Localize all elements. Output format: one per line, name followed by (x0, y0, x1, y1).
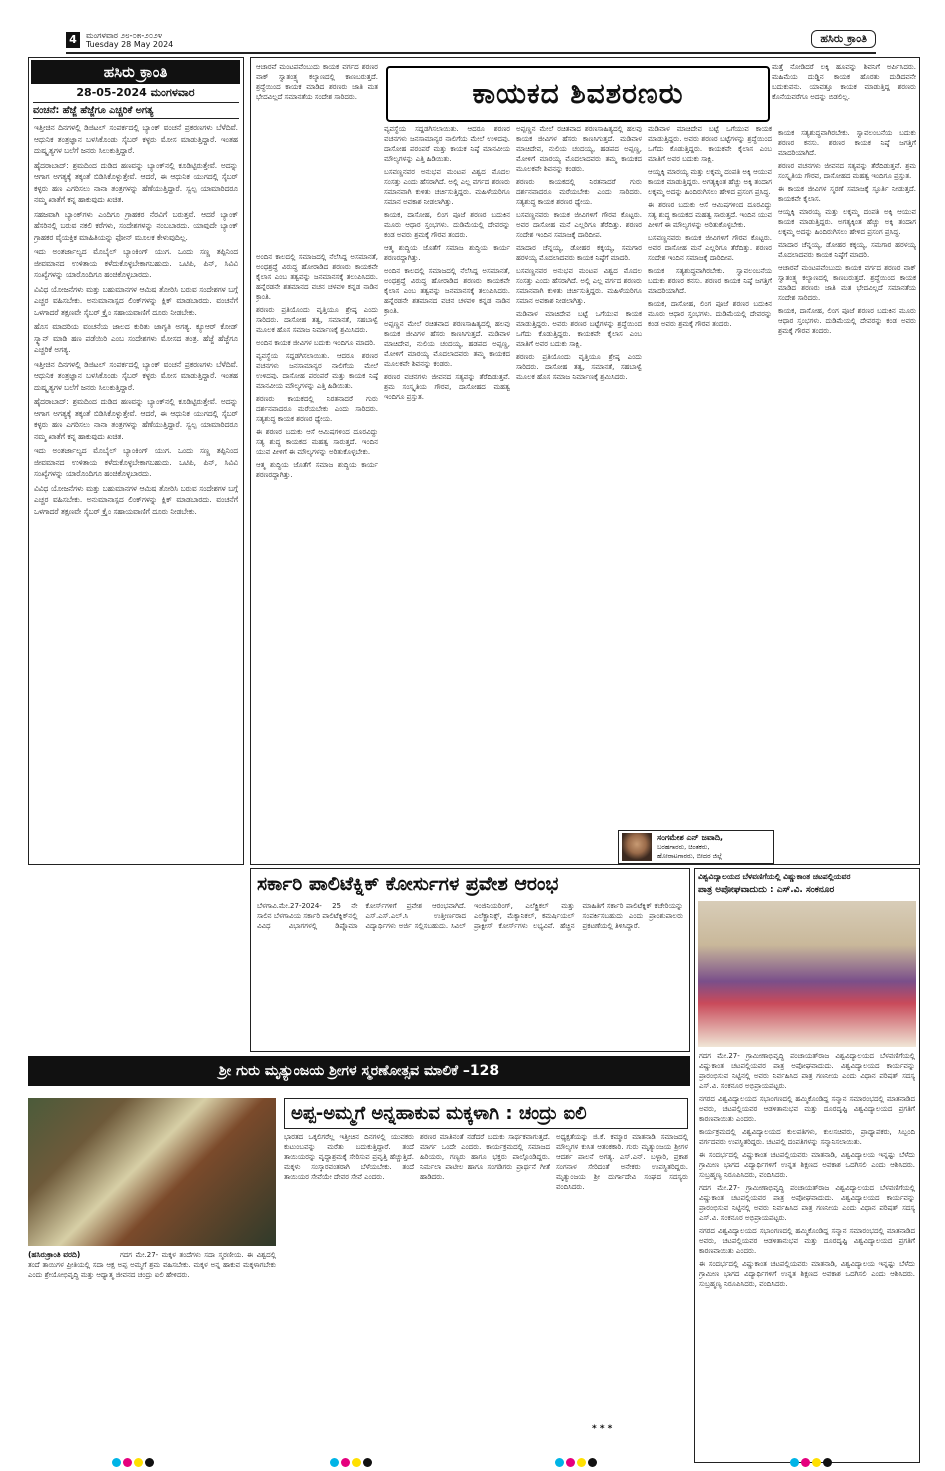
registration-dots-mid2 (555, 1452, 599, 1471)
feature-para: ಮಾದಾರ ಚೆನ್ನಯ್ಯ, ಡೋಹರ ಕಕ್ಕಯ್ಯ, ಸಮಗಾರ ಹರಳಯ್ಯ ಮೊದಲಾದವರು ಕಾಯಕ ನಿಷ್ಠೆಗೆ ಮಾದರಿ. (778, 241, 916, 259)
editorial-para: ವಿವಿಧ ಯೋಜನೆಗಳು ಮತ್ತು ಬಹುಮಾನಗಳ ಆಮಿಷ ತೋರಿಸಿ ಬರುವ ಸಂದೇಶಗಳ ಬಗ್ಗೆ ಎಚ್ಚರ ವಹಿಸಬೇಕು. ಅನುಮಾನಾಸ್ಪದ ಲಿಂಕ್‌ಗಳನ್ನು ಕ್ಲಿಕ್ ಮಾಡಬಾರದು. ವಂಚನೆಗೆ ಒಳಗಾದರೆ ತಕ್ಷಣವೇ ಸೈಬರ್ ಕ್ರೈಂ ಸಹಾಯವಾಣಿಗೆ ದೂರು ನೀಡಬೇಕು. (34, 284, 238, 317)
feature-para: ಬಸವಣ್ಣನವರ ಅನುಭವ ಮಂಟಪ ವಿಶ್ವದ ಮೊದಲ ಸಂಸತ್ತು ಎಂದು ಹೆಸರಾಗಿದೆ. ಅಲ್ಲಿ ಎಲ್ಲ ವರ್ಗದ ಶರಣರು ಸಮಾನವಾಗಿ ಕುಳಿತು ಚರ್ಚಿಸುತ್ತಿದ್ದರು. ಮಹಿಳೆಯರಿಗೂ ಸಮಾನ ಅವಕಾಶ ನೀಡಲಾಗಿತ್ತು. (516, 267, 642, 305)
feature-col5 (778, 128, 916, 860)
feature-para: ಆಯ್ದಕ್ಕಿ ಮಾರಯ್ಯ ಮತ್ತು ಲಕ್ಕಮ್ಮ ದಂಪತಿ ಅಕ್ಕಿ ಆಯುವ ಕಾಯಕ ಮಾಡುತ್ತಿದ್ದರು. ಅಗತ್ಯಕ್ಕಿಂತ ಹೆಚ್ಚು ಅಕ್ಕಿ ತಂದಾಗ ಲಕ್ಕಮ್ಮ ಅದನ್ನು ಹಿಂದಿರುಗಿಸಲು ಹೇಳಿದ ಪ್ರಸಂಗ ಪ್ರಸಿದ್ಧ. (648, 168, 772, 196)
masthead-text: ಹಸಿರು ಕ್ರಾಂತಿ (103, 63, 168, 81)
feature-para: ಮಾದಾರ ಚೆನ್ನಯ್ಯ, ಡೋಹರ ಕಕ್ಕಯ್ಯ, ಸಮಗಾರ ಹರಳಯ್ಯ ಮೊದಲಾದವರು ಕಾಯಕ ನಿಷ್ಠೆಗೆ ಮಾದರಿ. (516, 244, 642, 262)
feature-para: ಶರಣರು ಕಾಯಕದಲ್ಲಿ ನಿರತನಾದರೆ ಗುರು ದರ್ಶನವಾದರೂ ಮರೆಯಬೇಕು ಎಂದು ಸಾರಿದರು. ಸತ್ಯಶುದ್ಧ ಕಾಯಕ ಶರಣರ ಧ್ಯೇಯ. (256, 395, 378, 423)
polytechnic-body: ಬೆಳಗಾವಿ.ಮೇ.27-2024- 25 ನೇ ಸಾಲಿನ ಬೆಳಗಾವಿಯ ಸರ್ಕಾರಿ ಪಾಲಿಟೆಕ್ನಿಕ್‌ನಲ್ಲಿ ವಿವಿಧ ವಿಭಾಗಗಳಲ್ಲಿ ಡಿಪ್ಲೊಮಾ ಕೋರ್ಸ್‌ಗಳಿಗೆ ಪ್ರವೇಶ ಆರಂಭವಾಗಿದೆ. ಎಸ್.ಎಸ್.ಎಲ್.ಸಿ ಉತ್ತೀರ್ಣರಾದ ವಿದ್ಯಾರ್ಥಿಗಳು ಅರ್ಜಿ ಸಲ್ಲಿಸಬಹುದು. ಸಿವಿಲ್ ಇಂಜಿನಿಯರಿಂಗ್, ಎಲೆಕ್ಟ್ರಿಕಲ್ ಮತ್ತು ಎಲೆಕ್ಟ್ರಾನಿಕ್ಸ್, ಮೆಕ್ಯಾನಿಕಲ್, ಕಮರ್ಷಿಯಲ್ ಪ್ರಾಕ್ಟೀಸ್ ಕೋರ್ಸ್‌ಗಳು ಲಭ್ಯವಿವೆ. ಹೆಚ್ಚಿನ ಮಾಹಿತಿಗೆ ಸರ್ಕಾರಿ ಪಾಲಿಟೆಕ್ನಿಕ್ ಕಚೇರಿಯನ್ನು ಸಂಪರ್ಕಿಸಬಹುದು ಎಂದು ಪ್ರಾಂಶುಪಾಲರು ಪ್ರಕಟಣೆಯಲ್ಲಿ ತಿಳಿಸಿದ್ದಾರೆ. (257, 902, 683, 930)
magenta-dot (341, 1458, 350, 1467)
feature-para: ಆಯ್ದಕ್ಕಿ ಮಾರಯ್ಯ ಮತ್ತು ಲಕ್ಕಮ್ಮ ದಂಪತಿ ಅಕ್ಕಿ ಆಯುವ ಕಾಯಕ ಮಾಡುತ್ತಿದ್ದರು. ಅಗತ್ಯಕ್ಕಿಂತ ಹೆಚ್ಚು ಅಕ್ಕಿ ತಂದಾಗ ಲಕ್ಕಮ್ಮ ಅದನ್ನು ಹಿಂದಿರುಗಿಸಲು ಹೇಳಿದ ಪ್ರಸಂಗ ಪ್ರಸಿದ್ಧ. (778, 208, 916, 236)
university-photo (698, 901, 916, 1047)
yellow-dot (352, 1458, 361, 1467)
author-photo (622, 833, 652, 861)
page-header (66, 32, 876, 54)
feature-para: ಶರಣರ ವಚನಗಳು ಜೀವನದ ಸತ್ಯವನ್ನು ತೆರೆದಿಡುತ್ತವೆ. ಶ್ರಮ ಸಂಸ್ಕೃತಿಯ ಗೌರವ, ದಾಸೋಹದ ಮಹತ್ವ ಇಂದಿಗೂ ಪ್ರಸ್ತುತ. (778, 162, 916, 180)
author-name: ಸಂಗಮೇಶ ಎನ್ ಜವಾದಿ, (657, 833, 724, 842)
feature-para: ಬಸವಣ್ಣನವರ ಅನುಭವ ಮಂಟಪ ವಿಶ್ವದ ಮೊದಲ ಸಂಸತ್ತು ಎಂದು ಹೆಸರಾಗಿದೆ. ಅಲ್ಲಿ ಎಲ್ಲ ವರ್ಗದ ಶರಣರು ಸಮಾನವಾಗಿ ಕುಳಿತು ಚರ್ಚಿಸುತ್ತಿದ್ದರು. ಮಹಿಳೆಯರಿಗೂ ಸಮಾನ ಅವಕಾಶ ನೀಡಲಾಗಿತ್ತು. (384, 168, 510, 206)
registration-dots-left (112, 1452, 156, 1471)
editorial-para: ಹೊಸ ಮಾದರಿಯ ವಂಚನೆಯ ಜಾಲದ ಕುರಿತು ಜಾಗೃತಿ ಅಗತ್ಯ. ಕ್ಯೂಆರ್ ಕೋಡ್ ಸ್ಕ್ಯಾನ್ ಮಾಡಿ ಹಣ ಪಡೆಯಿರಿ ಎಂಬ ಸಂದೇಶಗಳು ಮೋಸದ ತಂತ್ರ. ಹೆಜ್ಜೆ ಹೆಜ್ಜೆಗೂ ಎಚ್ಚರಿಕೆ ಅಗತ್ಯ. (34, 322, 238, 354)
feature-para: ಕಾಯಕ, ದಾಸೋಹ, ಲಿಂಗ ಪೂಜೆ ಶರಣರ ಬದುಕಿನ ಮೂರು ಆಧಾರ ಸ್ತಂಭಗಳು. ದುಡಿಮೆಯಲ್ಲಿ ದೇವರನ್ನು ಕಂಡ ಅವರು ಶ್ರಮಕ್ಕೆ ಗೌರವ ತಂದರು. (778, 307, 916, 335)
feature-para: ಶರಣರು ಪ್ರತಿಯೊಂದು ವೃತ್ತಿಯೂ ಶ್ರೇಷ್ಠ ಎಂದು ಸಾರಿದರು. ದಾಸೋಹ ತತ್ವ, ಸಮಾನತೆ, ಸಹಬಾಳ್ವೆ ಮೂಲಕ ಹೊಸ ಸಮಾಜ ನಿರ್ಮಾಣಕ್ಕೆ ಶ್ರಮಿಸಿದರು. (256, 306, 378, 334)
feature-para: ಮಡಿವಾಳ ಮಾಚಿದೇವ ಬಟ್ಟೆ ಒಗೆಯುವ ಕಾಯಕ ಮಾಡುತ್ತಿದ್ದರು. ಅವರು ಶರಣರ ಬಟ್ಟೆಗಳನ್ನು ಶ್ರದ್ಧೆಯಿಂದ ಒಗೆದು ಕೊಡುತ್ತಿದ್ದರು. ಕಾಯಕವೇ ಕೈಲಾಸ ಎಂಬ ಮಾತಿಗೆ ಅವರ ಬದುಕು ಸಾಕ್ಷಿ. (516, 310, 642, 348)
editorial-date: 28-05-2024 ಮಂಗಳವಾರ (76, 86, 195, 99)
editorial-headline: ವಂಚನೆ: ಹೆಜ್ಜೆ ಹೆಜ್ಜೆಗೂ ಎಚ್ಚರಿಕೆ ಅಗತ್ಯ (33, 102, 239, 119)
polytechnic-box (250, 868, 690, 1052)
black-dot (145, 1458, 154, 1467)
registration-dots-right (790, 1452, 834, 1471)
feature-para: ಈ ಕಾಯಕ ಜೀವಿಗಳ ಸ್ಮರಣೆ ಸಮಾಜಕ್ಕೆ ಸ್ಫೂರ್ತಿ ನೀಡುತ್ತದೆ. ಕಾಯಕವೇ ಕೈಲಾಸ. (778, 185, 916, 203)
appa-story-end-stars: * * * (592, 1424, 613, 1434)
editorial-body (34, 122, 238, 860)
feature-para: ಕಾಯಕ, ದಾಸೋಹ, ಲಿಂಗ ಪೂಜೆ ಶರಣರ ಬದುಕಿನ ಮೂರು ಆಧಾರ ಸ್ತಂಭಗಳು. ದುಡಿಮೆಯಲ್ಲಿ ದೇವರನ್ನು ಕಂಡ ಅವರು ಶ್ರಮಕ್ಕೆ ಗೌರವ ತಂದರು. (648, 300, 772, 328)
magenta-dot (123, 1458, 132, 1467)
feature-para: ಶರಣರು ಪ್ರತಿಯೊಂದು ವೃತ್ತಿಯೂ ಶ್ರೇಷ್ಠ ಎಂದು ಸಾರಿದರು. ದಾಸೋಹ ತತ್ವ, ಸಮಾನತೆ, ಸಹಬಾಳ್ವೆ ಮೂಲಕ ಹೊಸ ಸಮಾಜ ನಿರ್ಮಾಣಕ್ಕೆ ಶ್ರಮಿಸಿದರು. (516, 353, 642, 381)
appa-story-headline: ಅಪ್ಪ-ಅಮ್ಮಗೆ ಅನ್ನಹಾಕುವ ಮಕ್ಕಳಾಗಿ : ಚಂದ್ರು ಐಲಿ (284, 1098, 688, 1129)
header-paper-name: ಹಸಿರು ಕ್ರಾಂತಿ (811, 30, 876, 48)
university-para: ಈ ಸಂದರ್ಭದಲ್ಲಿ ವಿಷ್ಣುಕಾಂತ ಚಟಪಲ್ಲಿಯವರು ಮಾತನಾಡಿ, ವಿಶ್ವವಿದ್ಯಾಲಯ ಇನ್ನಷ್ಟು ಬೆಳೆದು ಗ್ರಾಮೀಣ ಭಾಗದ ವಿದ್ಯಾರ್ಥಿಗಳಿಗೆ ಉನ್ನತ ಶಿಕ್ಷಣದ ಅವಕಾಶ ಒದಗಿಸಲಿ ಎಂದು ಆಶಿಸಿದರು. ಸುಬ್ರಹ್ಮಣ್ಯ ನಿರೂಪಿಸಿದರು, ವಂದಿಸಿದರು. (699, 1151, 915, 1179)
appa-story-col4: ಅಧ್ಯಕ್ಷತೆಯನ್ನು ಜಿ.ಕೆ. ಕಮ್ಮಾರ ಮಾತನಾಡಿ ಸಮಾಜದಲ್ಲಿ ಮೌಲ್ಯಗಳ ಕುಸಿತ ಆತಂಕಕಾರಿ. ಗುರು ಮೃತ್ಯುಂಜಯ ಶ್ರೀಗಳ ಆದರ್ಶ ಪಾಲನೆ ಅಗತ್ಯ. ಎಸ್.ಎನ್. ಬಳ್ಳಾರಿ, ಪ್ರಕಾಶ ಸಂಗನಾಳ ಸೇರಿದಂತೆ ಅನೇಕರು ಉಪಸ್ಥಿತರಿದ್ದರು. ಮೃತ್ಯುಂಜಯ ಶ್ರೀ ದುರ್ಗಾದೇವಿ ಸಂಘದ ಸದಸ್ಯರು ವಂದಿಸಿದರು. (556, 1133, 688, 1191)
feature-para: ಅಂದಿನ ಕಾಲದಲ್ಲಿ ಸಮಾಜದಲ್ಲಿ ನೆಲೆಸಿದ್ದ ಅಸಮಾನತೆ, ಅಂಧಶ್ರದ್ಧೆ ವಿರುದ್ಧ ಹೋರಾಡಿದ ಶರಣರು ಕಾಯಕವೇ ಕೈಲಾಸ ಎಂಬ ತತ್ವವನ್ನು ಜನಮಾನಸಕ್ಕೆ ತಲುಪಿಸಿದರು. ಹನ್ನೆರಡನೇ ಶತಮಾನದ ವಚನ ಚಳವಳಿ ಕನ್ನಡ ನಾಡಿನ ಕ್ರಾಂತಿ. (256, 253, 378, 301)
feature-para: ಈ ಶರಣರ ಬದುಕು ಆಸೆ ಆಮಿಷಗಳಿಂದ ದೂರವಿದ್ದು ಸತ್ಯ ಶುದ್ಧ ಕಾಯಕದ ಮಹತ್ವ ಸಾರುತ್ತದೆ. ಇಂದಿನ ಯುವ ಪೀಳಿಗೆ ಈ ಮೌಲ್ಯಗಳನ್ನು ಅರಿತುಕೊಳ್ಳಬೇಕು. (256, 428, 378, 456)
university-headline-1: ವಿಶ್ವವಿದ್ಯಾಲಯದ ಬೆಳವಣಿಗೆಯಲ್ಲಿ ವಿಷ್ಣುಕಾಂತ ಚಟಪಲ್ಲಿಯವರ (698, 872, 851, 881)
series-bar (28, 1056, 690, 1086)
feature-col2 (384, 124, 510, 860)
feature-col1-top (256, 62, 378, 252)
feature-para: ಮಡಿವಾಳ ಮಾಚಿದೇವ ಬಟ್ಟೆ ಒಗೆಯುವ ಕಾಯಕ ಮಾಡುತ್ತಿದ್ದರು. ಅವರು ಶರಣರ ಬಟ್ಟೆಗಳನ್ನು ಶ್ರದ್ಧೆಯಿಂದ ಒಗೆದು ಕೊಡುತ್ತಿದ್ದರು. ಕಾಯಕವೇ ಕೈಲಾಸ ಎಂಬ ಮಾತಿಗೆ ಅವರ ಬದುಕು ಸಾಕ್ಷಿ. (648, 125, 772, 163)
author-desc-1: ಬರಹಗಾರರು, ಚಿಂತಕರು, (657, 843, 710, 851)
registration-dots-mid1 (330, 1452, 374, 1471)
author-box (618, 830, 774, 864)
cyan-dot (112, 1458, 121, 1467)
magenta-dot (801, 1458, 810, 1467)
feature-para: ವ್ಯವಸ್ಥೆಯ ಸದ್ದಡಗಿಸಲಾಯಿತು. ಆದರೂ ಶರಣರ ವಚನಗಳು ಜನಸಾಮಾನ್ಯರ ನಾಲಿಗೆಯ ಮೇಲೆ ಉಳಿದವು. ದಾಸೋಹ ಪರಂಪರೆ ಮತ್ತು ಕಾಯಕ ನಿಷ್ಠೆ ಮಾನವೀಯ ಮೌಲ್ಯಗಳನ್ನು ಎತ್ತಿ ಹಿಡಿಯಿತು. (384, 125, 510, 163)
appa-story-lead: ಗದಗ ಮೇ.27- ಮಕ್ಕಳ ತಂದೆಗಳು ಸದಾ ಸ್ಮರಣೀಯ. ಈ ವಿಶ್ವದಲ್ಲಿ ತಂದೆ ತಾಯಿಗಳ ಪ್ರೀತಿಯಲ್ಲಿ ಸದಾ ಆಕ್ಷ ಅಪ್ಪ ಅಮ್ಮಗೆ ಶ್ರಮ ವಹಿಸಬೇಕು. ಮಕ್ಕಳ ಅನ್ನ ಹಾಕುವ ಮಕ್ಕಳಾಗಬೇಕು ಎಂದು ಶ್ರೇಯೋಭಿವೃದ್ಧಿ ಮತ್ತು ಆಧ್ಯಾತ್ಮ ಜೀವನದ ಚಂದ್ರು ಐಲಿ ಹೇಳಿದರು. (28, 1251, 276, 1279)
appa-story-col3: ಶರಣರ ಮಾತಿನಂತೆ ನಡೆದರೆ ಬದುಕು ಸಾರ್ಥಕವಾಗುತ್ತದೆ. ಮಾರ್ಗ ಒಂದೇ ಎಂದರು. ಕಾರ್ಯಕ್ರಮದಲ್ಲಿ ಸಮಾಜದ ಹಿರಿಯರು, ಗಣ್ಯರು ಹಾಗೂ ಭಕ್ತರು ಪಾಲ್ಗೊಂಡಿದ್ದರು. ನಿರ್ಮಲಾ ಪಾಟೀಲ ಹಾಗೂ ಸಂಗಡಿಗರು ಪ್ರಾರ್ಥನೆ ಗೀತೆ ಹಾಡಿದರು. (420, 1133, 550, 1181)
cyan-dot (790, 1458, 799, 1467)
editorial-para: ಸಹಜವಾಗಿ ಬ್ಯಾಂಕ್‌ಗಳು ಎಂದಿಗೂ ಗ್ರಾಹಕರ ನೆರವಿಗೆ ಬರುತ್ತವೆ. ಆದರೆ ಬ್ಯಾಂಕ್ ಹೆಸರಿನಲ್ಲಿ ಬರುವ ನಕಲಿ ಕರೆಗಳು, ಸಂದೇಶಗಳನ್ನು ನಂಬಬಾರದು. ಯಾವುದೇ ಬ್ಯಾಂಕ್ ಗ್ರಾಹಕರ ವೈಯಕ್ತಿಕ ಮಾಹಿತಿಯನ್ನು ಫೋನ್ ಮೂಲಕ ಕೇಳುವುದಿಲ್ಲ. (34, 209, 238, 242)
editorial-para: ಇತ್ತೀಚಿನ ದಿನಗಳಲ್ಲಿ ಡಿಜಿಟಲ್ ಸಂಪರ್ಕದಲ್ಲಿ ಬ್ಯಾಂಕ್ ವಂಚನೆ ಪ್ರಕರಣಗಳು ಬೆಳೆದಿವೆ. ಆಧುನಿಕ ತಂತ್ರಜ್ಞಾನ ಬಳಸಿಕೊಂಡು ಸೈಬರ್ ಕಳ್ಳರು ಮೋಸ ಮಾಡುತ್ತಿದ್ದಾರೆ. ಇಂತಹ ದುಷ್ಕೃತ್ಯಗಳ ಬಲೆಗೆ ಜನರು ಸಿಲುಕುತ್ತಿದ್ದಾರೆ. (34, 359, 238, 392)
appa-story-caption: (ಹಸಿರುಕ್ರಾಂತಿ ವರದಿ) (28, 1250, 81, 1259)
series-bar-text: ಶ್ರೀ ಗುರು ಮೃತ್ಯುಂಜಯ ಶ್ರೀಗಳ ಸ್ಮರಣೋತ್ಸವ ಮಾಲಿಕೆ –128 (218, 1063, 500, 1079)
editorial-para: ವಿವಿಧ ಯೋಜನೆಗಳು ಮತ್ತು ಬಹುಮಾನಗಳ ಆಮಿಷ ತೋರಿಸಿ ಬರುವ ಸಂದೇಶಗಳ ಬಗ್ಗೆ ಎಚ್ಚರ ವಹಿಸಬೇಕು. ಅನುಮಾನಾಸ್ಪದ ಲಿಂಕ್‌ಗಳನ್ನು ಕ್ಲಿಕ್ ಮಾಡಬಾರದು. ವಂಚನೆಗೆ ಒಳಗಾದರೆ ತಕ್ಷಣವೇ ಸೈಬರ್ ಕ್ರೈಂ ಸಹಾಯವಾಣಿಗೆ ದೂರು ನೀಡಬೇಕು. (34, 483, 238, 516)
yellow-dot (577, 1458, 586, 1467)
feature-para: ಕಾಯಕ ಸತ್ಯಶುದ್ಧವಾಗಿರಬೇಕು. ಸ್ವಾವಲಂಬನೆಯ ಬದುಕು ಶರಣರ ಕನಸು. ಶರಣರ ಕಾಯಕ ನಿಷ್ಠೆ ಜಗತ್ತಿಗೆ ಮಾದರಿಯಾಗಿದೆ. (778, 129, 916, 157)
page-number: 4 (66, 32, 80, 48)
cyan-dot (555, 1458, 564, 1467)
appa-story-photo (28, 1098, 276, 1246)
feature-para: ಅಪ್ಪಣ್ಣನ ಮೇಲೆ ರಚಿತವಾದ ಶರಣಸಾಹಿತ್ಯದಲ್ಲಿ ಹಲವು ಕಾಯಕ ಜೀವಿಗಳ ಹೆಸರು ಕಾಣಸಿಗುತ್ತದೆ. ಮಡಿವಾಳ ಮಾಚಿದೇವ, ನುಲಿಯ ಚಂದಯ್ಯ, ಹಡಪದ ಅಪ್ಪಣ್ಣ, ಮೋಳಿಗೆ ಮಾರಯ್ಯ ಮೊದಲಾದವರು ತಮ್ಮ ಕಾಯಕದ ಮೂಲಕವೇ ಶಿವನನ್ನು ಕಂಡರು. (384, 320, 510, 368)
black-dot (823, 1458, 832, 1467)
yellow-dot (134, 1458, 143, 1467)
feature-para: ಮತ್ತೆ ನೋಡಿದರೆ ಲಕ್ಕಿ ಹೂವನ್ನು ಶಿವನಿಗೆ ಅರ್ಪಿಸಿದರು. ಮಹಿಮೆಯ ದುಡ್ಡಿನ ಕಾಯಕ ಹೊರತು ದುಡಿದವನೇ ಬದುಕುವನು. ಯಾವತ್ತೂ ಕಾಯಕ ಮಾಡುತ್ತಿದ್ದ ಶರಣರು ಕೊನೆಯವರೆಗೂ ಅದನ್ನು ಬಿಡಲಿಲ್ಲ. (772, 63, 916, 101)
editorial-masthead (31, 60, 240, 84)
feature-para: ಕಾಯಕ, ದಾಸೋಹ, ಲಿಂಗ ಪೂಜೆ ಶರಣರ ಬದುಕಿನ ಮೂರು ಆಧಾರ ಸ್ತಂಭಗಳು. ದುಡಿಮೆಯಲ್ಲಿ ದೇವರನ್ನು ಕಂಡ ಅವರು ಶ್ರಮಕ್ಕೆ ಗೌರವ ತಂದರು. (384, 211, 510, 239)
editorial-box (28, 57, 244, 865)
feature-para: ಅಪ್ಪಣ್ಣನ ಮೇಲೆ ರಚಿತವಾದ ಶರಣಸಾಹಿತ್ಯದಲ್ಲಿ ಹಲವು ಕಾಯಕ ಜೀವಿಗಳ ಹೆಸರು ಕಾಣಸಿಗುತ್ತದೆ. ಮಡಿವಾಳ ಮಾಚಿದೇವ, ನುಲಿಯ ಚಂದಯ್ಯ, ಹಡಪದ ಅಪ್ಪಣ್ಣ, ಮೋಳಿಗೆ ಮಾರಯ್ಯ ಮೊದಲಾದವರು ತಮ್ಮ ಕಾಯಕದ ಮೂಲಕವೇ ಶಿವನನ್ನು ಕಂಡರು. (516, 125, 642, 173)
polytechnic-headline: ಸರ್ಕಾರಿ ಪಾಲಿಟೆಕ್ನಿಕ್ ಕೋರ್ಸುಗಳ ಪ್ರವೇಶ ಆರಂಭ (257, 873, 559, 895)
author-desc-2: ಹೋರಾಟಗಾರರು, ಬೀದರ ಜಿಲ್ಲೆ (657, 852, 723, 860)
yellow-dot (812, 1458, 821, 1467)
feature-title: ಕಾಯಕದ ಶಿವಶರಣರು (472, 77, 684, 110)
feature-para: ಆಚಾರವೆ ಮಂಟಪವೆಂಬುದು ಕಾಯಕ ವರ್ಗದ ಶರಣರ ವಾಕ್ ಸ್ವಾತಂತ್ರ್ಯ ಕಲ್ಯಾಣದಲ್ಲಿ ಕಾಣಬರುತ್ತದೆ. ಶ್ರದ್ಧೆಯಿಂದ ಕಾಯಕ ಮಾಡಿದ ಶರಣರು ಜಾತಿ ಮತ ಭೇದವಿಲ್ಲದೆ ಸಮಾನತೆಯ ಸಂದೇಶ ಸಾರಿದರು. (256, 63, 378, 101)
editorial-para: ಇತ್ತೀಚಿನ ದಿನಗಳಲ್ಲಿ ಡಿಜಿಟಲ್ ಸಂಪರ್ಕದಲ್ಲಿ ಬ್ಯಾಂಕ್ ವಂಚನೆ ಪ್ರಕರಣಗಳು ಬೆಳೆದಿವೆ. ಆಧುನಿಕ ತಂತ್ರಜ್ಞಾನ ಬಳಸಿಕೊಂಡು ಸೈಬರ್ ಕಳ್ಳರು ಮೋಸ ಮಾಡುತ್ತಿದ್ದಾರೆ. ಇಂತಹ ದುಷ್ಕೃತ್ಯಗಳ ಬಲೆಗೆ ಜನರು ಸಿಲುಕುತ್ತಿದ್ದಾರೆ. (34, 123, 238, 155)
black-dot (588, 1458, 597, 1467)
feature-para: ಶರಣರು ಕಾಯಕದಲ್ಲಿ ನಿರತನಾದರೆ ಗುರು ದರ್ಶನವಾದರೂ ಮರೆಯಬೇಕು ಎಂದು ಸಾರಿದರು. ಸತ್ಯಶುದ್ಧ ಕಾಯಕ ಶರಣರ ಧ್ಯೇಯ. (516, 178, 642, 206)
editorial-para: ಹೈದರಾಬಾದ್: ಶ್ರಮದಿಂದ ದುಡಿದ ಹಣವನ್ನು ಬ್ಯಾಂಕ್‌ನಲ್ಲಿ ಕೂಡಿಟ್ಟಿರುತ್ತೇವೆ. ಅದನ್ನು ಆಗಾಗ ಅಗತ್ಯಕ್ಕೆ ತಕ್ಕಂತೆ ಬಿಡಿಸಿಕೊಳ್ಳುತ್ತೇವೆ. ಆದರೆ, ಈ ಆಧುನಿಕ ಯುಗದಲ್ಲಿ ಸೈಬರ್ ಕಳ್ಳರು ಹಣ ಎಗರಿಸಲು ನಾನಾ ತಂತ್ರಗಳನ್ನು ಹೆಣೆಯುತ್ತಿದ್ದಾರೆ. ಸ್ವಲ್ಪ ಯಾಮಾರಿದರೂ ನಮ್ಮ ಖಾತೆಗೆ ಕನ್ನ ಹಾಕುವುದು ಖಚಿತ. (34, 397, 238, 441)
feature-para: ಆಚಾರವೆ ಮಂಟಪವೆಂಬುದು ಕಾಯಕ ವರ್ಗದ ಶರಣರ ವಾಕ್ ಸ್ವಾತಂತ್ರ್ಯ ಕಲ್ಯಾಣದಲ್ಲಿ ಕಾಣಬರುತ್ತದೆ. ಶ್ರದ್ಧೆಯಿಂದ ಕಾಯಕ ಮಾಡಿದ ಶರಣರು ಜಾತಿ ಮತ ಭೇದವಿಲ್ಲದೆ ಸಮಾನತೆಯ ಸಂದೇಶ ಸಾರಿದರು. (778, 264, 916, 302)
feature-para: ಬಸವಣ್ಣನವರು ಕಾಯಕ ಜೀವಿಗಳಿಗೆ ಗೌರವ ಕೊಟ್ಟರು. ಅವರ ದಾಸೋಹ ಮನೆ ಎಲ್ಲರಿಗೂ ತೆರೆದಿತ್ತು. ಶರಣರ ಸಂದೇಶ ಇಂದಿನ ಸಮಾಜಕ್ಕೆ ದಾರಿದೀಪ. (516, 211, 642, 239)
feature-para: ಕಾಯಕ ಸತ್ಯಶುದ್ಧವಾಗಿರಬೇಕು. ಸ್ವಾವಲಂಬನೆಯ ಬದುಕು ಶರಣರ ಕನಸು. ಶರಣರ ಕಾಯಕ ನಿಷ್ಠೆ ಜಗತ್ತಿಗೆ ಮಾದರಿಯಾಗಿದೆ. (648, 267, 772, 295)
feature-para: ಆತ್ಮ ಶುದ್ಧಿಯ ಜೊತೆಗೆ ಸಮಾಜ ಶುದ್ಧಿಯ ಕಾರ್ಯ ಶರಣರದ್ದಾಗಿತ್ತು. (384, 244, 510, 262)
black-dot (363, 1458, 372, 1467)
feature-para: ಅಂದಿನ ಕಾಲದಲ್ಲಿ ಸಮಾಜದಲ್ಲಿ ನೆಲೆಸಿದ್ದ ಅಸಮಾನತೆ, ಅಂಧಶ್ರದ್ಧೆ ವಿರುದ್ಧ ಹೋರಾಡಿದ ಶರಣರು ಕಾಯಕವೇ ಕೈಲಾಸ ಎಂಬ ತತ್ವವನ್ನು ಜನಮಾನಸಕ್ಕೆ ತಲುಪಿಸಿದರು. ಹನ್ನೆರಡನೇ ಶತಮಾನದ ವಚನ ಚಳವಳಿ ಕನ್ನಡ ನಾಡಿನ ಕ್ರಾಂತಿ. (384, 267, 510, 315)
feature-para: ಅಂದಿನ ಕಾಯಕ ಜೀವಿಗಳ ಬದುಕು ಇಂದಿಗೂ ಮಾದರಿ. (256, 339, 376, 347)
header-date-english: Tuesday 28 May 2024 (86, 40, 174, 49)
feature-col1 (256, 252, 378, 860)
university-para: ನಗರದ ವಿಶ್ವವಿದ್ಯಾಲಯದ ಸಭಾಂಗಣದಲ್ಲಿ ಹಮ್ಮಿಕೊಂಡಿದ್ದ ಸನ್ಮಾನ ಸಮಾರಂಭದಲ್ಲಿ ಮಾತನಾಡಿದ ಅವರು, ಚಟಪಲ್ಲಿಯವರ ಆಡಳಿತಾನುಭವ ಮತ್ತು ದೂರದೃಷ್ಟಿ ವಿಶ್ವವಿದ್ಯಾಲಯದ ಪ್ರಗತಿಗೆ ಕಾರಣವಾಯಿತು ಎಂದರು. (699, 1095, 915, 1123)
feature-para: ಬಸವಣ್ಣನವರು ಕಾಯಕ ಜೀವಿಗಳಿಗೆ ಗೌರವ ಕೊಟ್ಟರು. ಅವರ ದಾಸೋಹ ಮನೆ ಎಲ್ಲರಿಗೂ ತೆರೆದಿತ್ತು. ಶರಣರ ಸಂದೇಶ ಇಂದಿನ ಸಮಾಜಕ್ಕೆ ದಾರಿದೀಪ. (648, 234, 772, 262)
feature-col5-top (772, 62, 916, 126)
university-para: ಕಾರ್ಯಕ್ರಮದಲ್ಲಿ ವಿಶ್ವವಿದ್ಯಾಲಯದ ಕುಲಪತಿಗಳು, ಕುಲಸಚಿವರು, ಪ್ರಾಧ್ಯಾಪಕರು, ಸಿಬ್ಬಂದಿ ವರ್ಗದವರು ಉಪಸ್ಥಿತರಿದ್ದರು. ಚಟಪಲ್ಲಿ ದಂಪತಿಗಳನ್ನು ಸನ್ಮಾನಿಸಲಾಯಿತು. (699, 1128, 915, 1146)
header-date-kannada: ಮಂಗಳವಾರ ೨೮-೦೫-೨೦೨೪ (86, 31, 163, 40)
university-para: ನಗರದ ವಿಶ್ವವಿದ್ಯಾಲಯದ ಸಭಾಂಗಣದಲ್ಲಿ ಹಮ್ಮಿಕೊಂಡಿದ್ದ ಸನ್ಮಾನ ಸಮಾರಂಭದಲ್ಲಿ ಮಾತನಾಡಿದ ಅವರು, ಚಟಪಲ್ಲಿಯವರ ಆಡಳಿತಾನುಭವ ಮತ್ತು ದೂರದೃಷ್ಟಿ ವಿಶ್ವವಿದ್ಯಾಲಯದ ಪ್ರಗತಿಗೆ ಕಾರಣವಾಯಿತು ಎಂದರು. (699, 1227, 915, 1255)
feature-col4 (648, 124, 772, 860)
university-headline-2: ಪಾತ್ರ ಅಪೋಘವಾದುದು : ಎಸ್.ವಿ. ಸಂಕನೂರ (698, 885, 835, 895)
magenta-dot (566, 1458, 575, 1467)
feature-para: ಆತ್ಮ ಶುದ್ಧಿಯ ಜೊತೆಗೆ ಸಮಾಜ ಶುದ್ಧಿಯ ಕಾರ್ಯ ಶರಣರದ್ದಾಗಿತ್ತು. (256, 461, 378, 479)
editorial-para: ಇದು ಅಂತರ್ಜಾಲ್ಯದ ಮೊಬೈಲ್ ಬ್ಯಾಂಕಿಂಗ್ ಯುಗ. ಒಂದು ಸಣ್ಣ ತಪ್ಪಿನಿಂದ ಜೀವಮಾನದ ಉಳಿತಾಯ ಕಳೆದುಕೊಳ್ಳಬೇಕಾಗಬಹುದು. ಒಟಿಪಿ, ಪಿನ್, ಸಿವಿವಿ ಸಂಖ್ಯೆಗಳನ್ನು ಯಾರೊಂದಿಗೂ ಹಂಚಿಕೊಳ್ಳಬಾರದು. (34, 247, 238, 279)
appa-story-col2: ಭಾರತದ ಒಕ್ಕಲಿಗರೆಲ್ಲ ಇತ್ತೀಚಿನ ದಿನಗಳಲ್ಲಿ ಯುವಕರು ಕುಟುಂಬವನ್ನು ಮರೆತು ಬದುಕುತ್ತಿದ್ದಾರೆ. ತಂದೆ ತಾಯಿಯರನ್ನು ವೃದ್ಧಾಶ್ರಮಕ್ಕೆ ಸೇರಿಸುವ ಪ್ರವೃತ್ತಿ ಹೆಚ್ಚುತ್ತಿದೆ. ಮಕ್ಕಳು ಸಂಸ್ಕಾರವಂತರಾಗಿ ಬೆಳೆಯಬೇಕು. ತಂದೆ ತಾಯಿಯರ ಸೇವೆಯೇ ದೇವರ ಸೇವೆ ಎಂದರು. (284, 1133, 414, 1181)
feature-col3 (516, 124, 642, 860)
university-para: ಈ ಸಂದರ್ಭದಲ್ಲಿ ವಿಷ್ಣುಕಾಂತ ಚಟಪಲ್ಲಿಯವರು ಮಾತನಾಡಿ, ವಿಶ್ವವಿದ್ಯಾಲಯ ಇನ್ನಷ್ಟು ಬೆಳೆದು ಗ್ರಾಮೀಣ ಭಾಗದ ವಿದ್ಯಾರ್ಥಿಗಳಿಗೆ ಉನ್ನತ ಶಿಕ್ಷಣದ ಅವಕಾಶ ಒದಗಿಸಲಿ ಎಂದು ಆಶಿಸಿದರು. ಸುಬ್ರಹ್ಮಣ್ಯ ನಿರೂಪಿಸಿದರು, ವಂದಿಸಿದರು. (699, 1260, 915, 1288)
editorial-para: ಇದು ಅಂತರ್ಜಾಲ್ಯದ ಮೊಬೈಲ್ ಬ್ಯಾಂಕಿಂಗ್ ಯುಗ. ಒಂದು ಸಣ್ಣ ತಪ್ಪಿನಿಂದ ಜೀವಮಾನದ ಉಳಿತಾಯ ಕಳೆದುಕೊಳ್ಳಬೇಕಾಗಬಹುದು. ಒಟಿಪಿ, ಪಿನ್, ಸಿವಿವಿ ಸಂಖ್ಯೆಗಳನ್ನು ಯಾರೊಂದಿಗೂ ಹಂಚಿಕೊಳ್ಳಬಾರದು. (34, 446, 238, 478)
feature-title-box (386, 66, 770, 122)
feature-para: ಶರಣರ ವಚನಗಳು ಜೀವನದ ಸತ್ಯವನ್ನು ತೆರೆದಿಡುತ್ತವೆ. ಶ್ರಮ ಸಂಸ್ಕೃತಿಯ ಗೌರವ, ದಾಸೋಹದ ಮಹತ್ವ ಇಂದಿಗೂ ಪ್ರಸ್ತುತ. (384, 373, 510, 401)
cyan-dot (330, 1458, 339, 1467)
feature-para: ವ್ಯವಸ್ಥೆಯ ಸದ್ದಡಗಿಸಲಾಯಿತು. ಆದರೂ ಶರಣರ ವಚನಗಳು ಜನಸಾಮಾನ್ಯರ ನಾಲಿಗೆಯ ಮೇಲೆ ಉಳಿದವು. ದಾಸೋಹ ಪರಂಪರೆ ಮತ್ತು ಕಾಯಕ ನಿಷ್ಠೆ ಮಾನವೀಯ ಮೌಲ್ಯಗಳನ್ನು ಎತ್ತಿ ಹಿಡಿಯಿತು. (256, 352, 378, 390)
university-para: ಗದಗ ಮೇ.27- ಗ್ರಾಮೀಣಾಭಿವೃದ್ಧಿ ಪಂಚಾಯತ್‌ರಾಜ ವಿಶ್ವವಿದ್ಯಾಲಯದ ಬೆಳವಣಿಗೆಯಲ್ಲಿ ವಿಷ್ಣುಕಾಂತ ಚಟಪಲ್ಲಿಯವರ ಪಾತ್ರ ಅಪೋಘವಾದುದು. ವಿಶ್ವವಿದ್ಯಾಲಯದ ಕಾರ್ಯವನ್ನು ಪ್ರಾರಂಭಿಸುವ ನಿಟ್ಟಿನಲ್ಲಿ ಅವರು ನಿರ್ವಹಿಸಿದ ಪಾತ್ರ ಗಣನೀಯ ಎಂದು ವಿಧಾನ ಪರಿಷತ್ ಸದಸ್ಯ ಎಸ್.ವಿ. ಸಂಕನೂರ ಅಭಿಪ್ರಾಯಪಟ್ಟರು. (699, 1052, 915, 1090)
feature-para: ಈ ಶರಣರ ಬದುಕು ಆಸೆ ಆಮಿಷಗಳಿಂದ ದೂರವಿದ್ದು ಸತ್ಯ ಶುದ್ಧ ಕಾಯಕದ ಮಹತ್ವ ಸಾರುತ್ತದೆ. ಇಂದಿನ ಯುವ ಪೀಳಿಗೆ ಈ ಮೌಲ್ಯಗಳನ್ನು ಅರಿತುಕೊಳ್ಳಬೇಕು. (648, 201, 772, 229)
university-box (694, 868, 920, 1463)
editorial-para: ಹೈದರಾಬಾದ್: ಶ್ರಮದಿಂದ ದುಡಿದ ಹಣವನ್ನು ಬ್ಯಾಂಕ್‌ನಲ್ಲಿ ಕೂಡಿಟ್ಟಿರುತ್ತೇವೆ. ಅದನ್ನು ಆಗಾಗ ಅಗತ್ಯಕ್ಕೆ ತಕ್ಕಂತೆ ಬಿಡಿಸಿಕೊಳ್ಳುತ್ತೇವೆ. ಆದರೆ, ಈ ಆಧುನಿಕ ಯುಗದಲ್ಲಿ ಸೈಬರ್ ಕಳ್ಳರು ಹಣ ಎಗರಿಸಲು ನಾನಾ ತಂತ್ರಗಳನ್ನು ಹೆಣೆಯುತ್ತಿದ್ದಾರೆ. ಸ್ವಲ್ಪ ಯಾಮಾರಿದರೂ ನಮ್ಮ ಖಾತೆಗೆ ಕನ್ನ ಹಾಕುವುದು ಖಚಿತ. (34, 160, 238, 204)
university-body (699, 1051, 915, 1447)
university-para: ಗದಗ ಮೇ.27- ಗ್ರಾಮೀಣಾಭಿವೃದ್ಧಿ ಪಂಚಾಯತ್‌ರಾಜ ವಿಶ್ವವಿದ್ಯಾಲಯದ ಬೆಳವಣಿಗೆಯಲ್ಲಿ ವಿಷ್ಣುಕಾಂತ ಚಟಪಲ್ಲಿಯವರ ಪಾತ್ರ ಅಪೋಘವಾದುದು. ವಿಶ್ವವಿದ್ಯಾಲಯದ ಕಾರ್ಯವನ್ನು ಪ್ರಾರಂಭಿಸುವ ನಿಟ್ಟಿನಲ್ಲಿ ಅವರು ನಿರ್ವಹಿಸಿದ ಪಾತ್ರ ಗಣನೀಯ ಎಂದು ವಿಧಾನ ಪರಿಷತ್ ಸದಸ್ಯ ಎಸ್.ವಿ. ಸಂಕನೂರ ಅಭಿಪ್ರಾಯಪಟ್ಟರು. (699, 1184, 915, 1222)
